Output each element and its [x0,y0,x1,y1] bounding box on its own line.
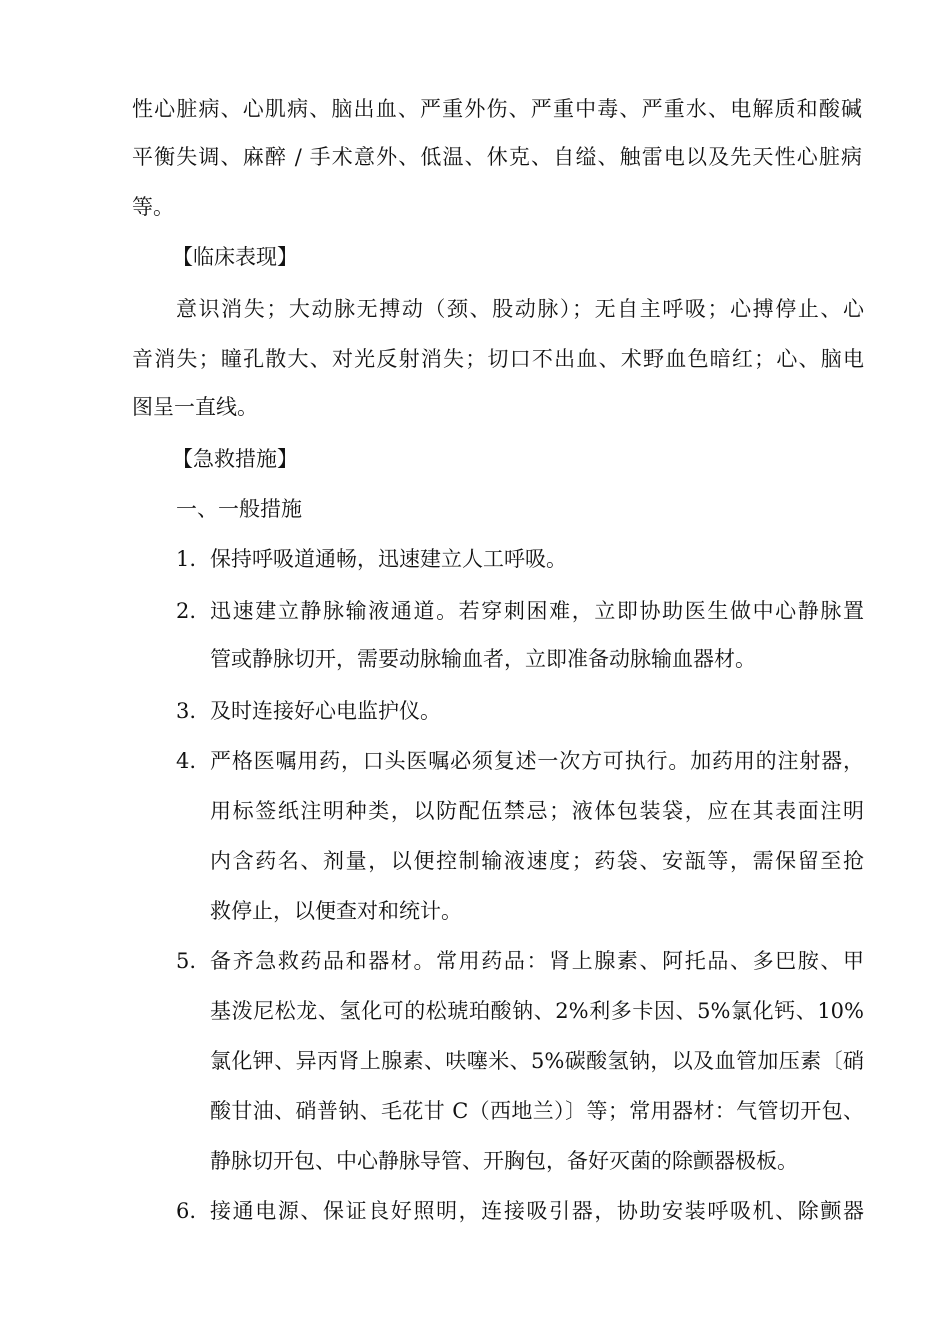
clinical-heading: 【临床表现】 [172,245,298,269]
list-item-line: 迅速建立静脉输液通道。若穿刺困难，立即协助医生做中心静脉置 [210,599,864,623]
list-item-line: 及时连接好心电监护仪。 [210,699,441,723]
list-item-line: 救停止，以便查对和统计。 [210,899,462,923]
intro-line-1: 性心脏病、心肌病、脑出血、严重外伤、严重中毒、严重水、电解质和酸碱 [132,97,862,121]
list-item-line: 酸甘油、硝普钠、毛花甘 C（西地兰）〕等；常用器材：气管切开包、 [210,1099,864,1123]
intro-line-3: 等。 [132,195,174,219]
list-item-number: 5. [176,949,197,973]
list-item-number: 1. [176,547,197,571]
clinical-line-2: 音消失；瞳孔散大、对光反射消失；切口不出血、术野血色暗红；心、脑电 [132,347,864,371]
emergency-heading: 【急救措施】 [172,447,298,471]
list-item-line: 内含药名、剂量，以便控制输液速度；药袋、安瓿等，需保留至抢 [210,849,864,873]
list-item-line: 保持呼吸道通畅，迅速建立人工呼吸。 [210,547,567,571]
list-item-line: 备齐急救药品和器材。常用药品：肾上腺素、阿托品、多巴胺、甲 [210,949,864,973]
list-item-number: 6. [176,1199,197,1223]
list-item-line: 管或静脉切开，需要动脉输血者，立即准备动脉输血器材。 [210,647,756,671]
clinical-line-1: 意识消失；大动脉无搏动（颈、股动脉）；无自主呼吸；心搏停止、心 [176,297,864,321]
list-item-line: 基泼尼松龙、氢化可的松琥珀酸钠、2%利多卡因、5%氯化钙、10% [210,999,864,1023]
emergency-subheading: 一、一般措施 [176,497,302,521]
list-item-number: 4. [176,749,197,773]
intro-line-2: 平衡失调、麻醉 / 手术意外、低温、休克、自缢、触雷电以及先天性心脏病 [132,145,862,169]
clinical-line-3: 图呈一直线。 [132,395,258,419]
list-item-number: 3. [176,699,197,723]
list-item-number: 2. [176,599,197,623]
list-item-line: 严格医嘱用药，口头医嘱必须复述一次方可执行。加药用的注射器， [210,749,864,773]
list-item-line: 接通电源、保证良好照明，连接吸引器，协助安装呼吸机、除颤器 [210,1199,864,1223]
list-item-line: 氯化钾、异丙肾上腺素、呋噻米、5%碳酸氢钠，以及血管加压素〔硝 [210,1049,864,1073]
list-item-line: 用标签纸注明种类，以防配伍禁忌；液体包装袋，应在其表面注明 [210,799,864,823]
list-item-line: 静脉切开包、中心静脉导管、开胸包，备好灭菌的除颤器极板。 [210,1149,798,1173]
